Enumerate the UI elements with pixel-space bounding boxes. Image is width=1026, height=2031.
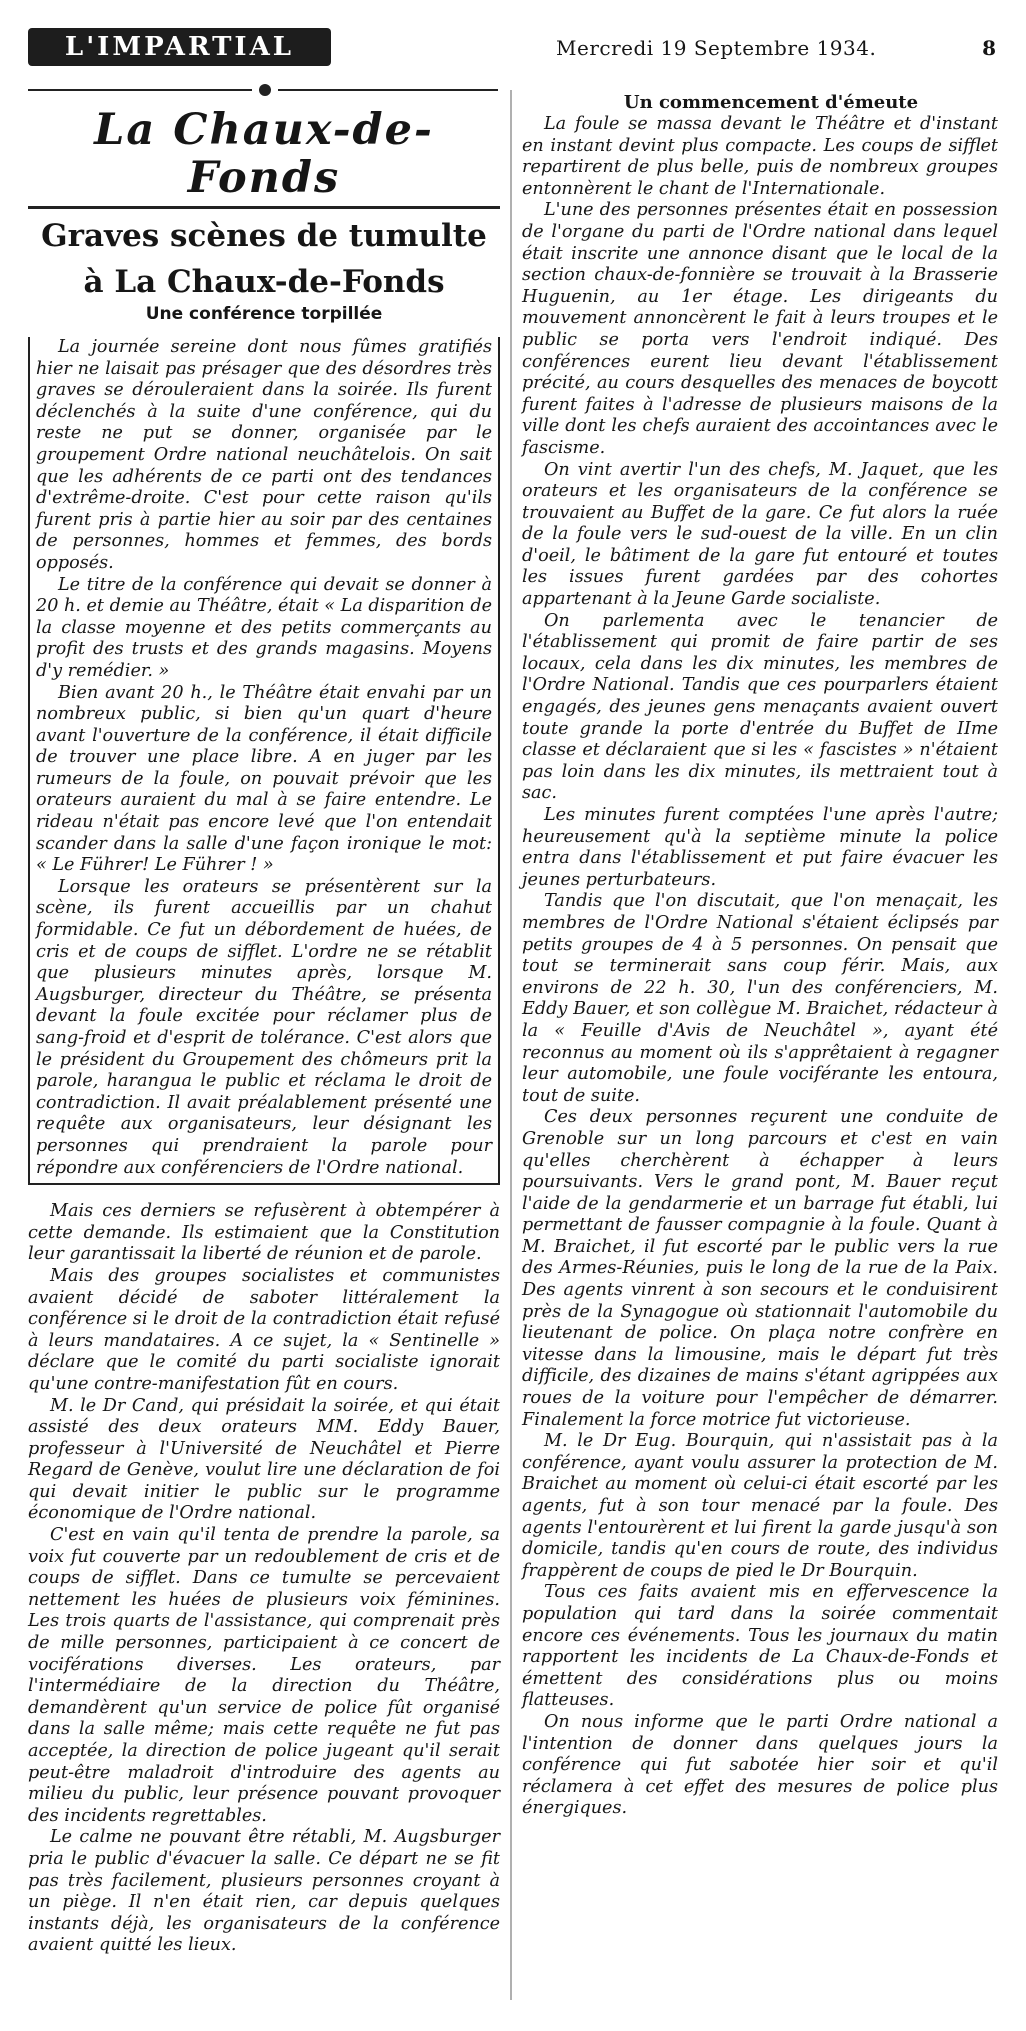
article-paragraph: Tous ces faits avaient mis en effervescence la population qui tard dans la soirée commentait encore ces événements. Tous les journaux du matin rapportent les incidents de La Chaux-de-Fonds et émettent des considérations plus ou moins flatteuses. bbox=[522, 1582, 998, 1711]
article-paragraph: Lorsque les orateurs se présentèrent sur la scène, ils furent accueillis par un chahut formidable. Ce fut un débordement de huées, de cris et de coups de sifflet. L'ordre ne se rétablit que plusieurs minutes après, lorsque M. Augsburger, directeur du Théâtre, se présenta devant la foule excitée pour réclamer plus de sang-froid et d'esprit de tolérance. C'est alors que le président du Groupement des chômeurs prit la parole, harangua le public et réclama le droit de contradiction. Il avait préalablement présenté une requête aux organisateurs, leur désignant les personnes qui prendraient la parole pour répondre aux conférenciers de l'Ordre national. bbox=[36, 876, 492, 1178]
headline-line-2: à La Chaux-de-Fonds bbox=[83, 264, 445, 300]
article-paragraph: Mais des groupes socialistes et communistes avaient décidé de saboter littéralement la conférence si le droit de la contradiction était refusé à leurs mandataires. A ce sujet, la « Sentinelle » déclare que le comité du parti socialiste ignorait qu'une contre-manifestation fût en cours. bbox=[28, 1265, 500, 1394]
page-number: 8 bbox=[982, 36, 996, 60]
article-paragraph: Mais ces derniers se refusèrent à obtempérer à cette demande. Ils estimaient que la Constitution leur garantissait la liberté de réunion et de parole. bbox=[28, 1201, 500, 1265]
right-column bbox=[522, 92, 998, 1992]
right-article-body bbox=[522, 114, 998, 1820]
newspaper-logo: L'IMPARTIAL bbox=[28, 28, 331, 66]
article-paragraph: L'une des personnes présentes était en possession de l'organe du parti de l'Ordre national dans lequel était inscrite une annonce disant que le local de la section chaux-de-fonnière se trouvait à la Brasserie Huguenin, au 1er étage. Les dirigeants du mouvement annoncèrent le fait à leurs troupes et le public se porta vers l'endroit indiqué. Des conférences eurent lieu devant l'établissement précité, au cours desquelles des menaces de boycott furent faites à l'adresse de plusieurs maisons de la ville dont les chefs auraient des accointances avec le fascisme. bbox=[522, 200, 998, 458]
article-paragraph: Les minutes furent comptées l'une après l'autre; heureusement qu'à la septième minute la police entra dans l'établissement et put faire évacuer les jeunes perturbateurs. bbox=[522, 805, 998, 890]
article-paragraph: M. le Dr Cand, qui présidait la soirée, et qui était assisté des deux orateurs MM. Eddy Bauer, professeur à l'Université de Neuchâtel et Pierre Regard de Genève, voulut lire une déclaration de foi qui devait initier le public sur le programme économique de l'Ordre national. bbox=[28, 1395, 500, 1524]
article-paragraph: Tandis que l'on discutait, que l'on menaçait, les membres de l'Ordre National s'étaient éclipsés par petits groupes de 4 à 5 personnes. On pensait que tout se terminerait sans coup férir. Mais, aux environs de 22 h. 30, l'un des conférenciers, M. Eddy Bauer, et son collègue M. Braichet, rédacteur à la « Feuille d'Avis de Neuchâtel », ayant été reconnus au moment où ils s'apprêtaient à regagner leur automobile, une foule vociférante les entoura, tout de suite. bbox=[522, 891, 998, 1106]
article-paragraph: On nous informe que le parti Ordre national a l'intention de donner dans quelques jours la conférence qui fut sabotée hier soir et qu'il réclamera à cet effet des mesures de police plus énergiques. bbox=[522, 1711, 998, 1819]
article-paragraph: Le calme ne pouvant être rétabli, M. Augsburger pria le public d'évacuer la salle. Ce départ ne se fit pas très facilement, plusieurs personnes croyant à un piège. Il n'en était rien, car depuis quelques instants déjà, les organisateurs de la conférence avaient quitté les lieux. bbox=[28, 1827, 500, 1956]
article-paragraph: La foule se massa devant le Théâtre et d'instant en instant devint plus compacte. Les coups de sifflet repartirent de plus belle, puis de nombreux groupes entonnèrent le chant de l'Internationale. bbox=[522, 114, 998, 199]
ornament-rule-left bbox=[28, 89, 252, 91]
ornament-rule-right bbox=[278, 89, 498, 91]
masthead bbox=[28, 28, 998, 68]
column-divider bbox=[510, 90, 512, 2000]
article-paragraph: On parlementa avec le tenancier de l'établissement qui promit de faire partir de ses locaux, cela dans les dix minutes, les membres de l'Ordre National. Tandis que ces pourparlers étaient engagés, des jeunes gens menaçants avaient ouvert toute grande la porte d'entrée du Buffet de IIme classe et déclaraient que si les « fascistes » n'étaient pas loin dans les dix minutes, ils mettraient tout à sac. bbox=[522, 610, 998, 804]
article-paragraph: Le titre de la conférence qui devait se donner à 20 h. et demie au Théâtre, était « La disparition de la classe moyenne et des petits commerçants au profit des trusts et des grands magasins. Moyens d'y remédier. » bbox=[36, 574, 492, 681]
issue-date: Mercredi 19 Septembre 1934. bbox=[556, 36, 877, 60]
left-article-body bbox=[28, 1201, 500, 1957]
headline-line-1: Graves scènes de tumulte bbox=[41, 218, 487, 254]
section-ornament bbox=[28, 84, 498, 96]
article-paragraph: M. le Dr Eug. Bourquin, qui n'assistait pas à la conférence, ayant voulu assurer la protection de M. Braichet au moment où celui-ci était escorté par les agents, fut à son tour menacé par la foule. Des agents l'entourèrent et lui firent la garde jusqu'à son domicile, tandis qu'en cours de route, des individus frappèrent de coups de pied le Dr Bourquin. bbox=[522, 1431, 998, 1581]
article-paragraph: Bien avant 20 h., le Théâtre était envahi par un nombreux public, si bien qu'un quart d'heure avant l'ouverture de la conférence, il était difficile de trouver une place libre. A en juger par les rumeurs de la foule, on pouvait prévoir que les orateurs auraient du mal à se faire entendre. Le rideau n'était pas encore levé que l'on entendait scander dans la salle d'une façon ironique le mot: « Le Führer! Le Führer ! » bbox=[36, 682, 492, 876]
ornament-dot bbox=[259, 84, 271, 96]
article-paragraph: On vint avertir l'un des chefs, M. Jaquet, que les orateurs et les organisateurs de la conférence se trouvaient au Buffet de la gare. Ce fut alors la ruée de la foule vers le sud-ouest de la ville. En un clin d'oeil, le bâtiment de la gare fut entouré et toutes les issues furent gardées par des cohortes appartenant à la Jeune Garde socialiste. bbox=[522, 459, 998, 610]
right-subheading: Un commencement d'émeute bbox=[623, 92, 919, 113]
article-subhead: Une conférence torpillée bbox=[145, 304, 383, 324]
article-paragraph: La journée sereine dont nous fûmes gratifiés hier ne laisait pas présager que des désordres très graves se dérouleraient dans la soirée. Ils furent déclenchés à la suite d'une conférence, qui du reste ne put se donner, organisée par le groupement Ordre national neuchâtelois. On sait que les adhérents de ce parti ont des tendances d'extrême-droite. C'est pour cette raison qu'ils furent pris à partie hier au soir par des centaines de personnes, hommes et femmes, des bords opposés. bbox=[36, 337, 492, 573]
section-title: La Chaux-de-Fonds bbox=[28, 106, 500, 209]
left-column bbox=[28, 100, 500, 2000]
article-lead-box bbox=[28, 337, 500, 1185]
article-paragraph: C'est en vain qu'il tenta de prendre la parole, sa voix fut couverte par un redoublement de cris et de coups de sifflet. Dans ce tumulte se percevaient nettement les huées de plusieurs voix féminines. Les trois quarts de l'assistance, qui comprenait près de mille personnes, participaient à ce concert de vociférations diverses. Les orateurs, par l'intermédiaire de la direction du Théâtre, demandèrent qu'un service de police fût organisé dans la salle même; mais cette requête ne fut pas acceptée, la direction de police jugeant qu'il serait peut-être maladroit d'introduire des agents au milieu du public, leur présence pouvant provoquer des incidents regrettables. bbox=[28, 1525, 500, 1826]
article-paragraph: Ces deux personnes reçurent une conduite de Grenoble sur un long parcours et c'est en vain qu'elles cherchèrent à échapper à leurs poursuivants. Vers le grand pont, M. Bauer reçut l'aide de la gendarmerie et un barrage fut établi, lui permettant de fausser compagnie à la foule. Quant à M. Braichet, il fut escorté par le public vers la rue des Armes-Réunies, puis le long de la rue de la Paix. Des agents vinrent à son secours et le conduisirent près de la Synagogue où stationnait l'automobile du lieutenant de police. On plaça notre confrère en vitesse dans la limousine, mais le départ fut très difficile, des dizaines de mains s'étant agrippées aux roues de la voiture pour l'empêcher de démarrer. Finalement la force motrice fut victorieuse. bbox=[522, 1107, 998, 1430]
